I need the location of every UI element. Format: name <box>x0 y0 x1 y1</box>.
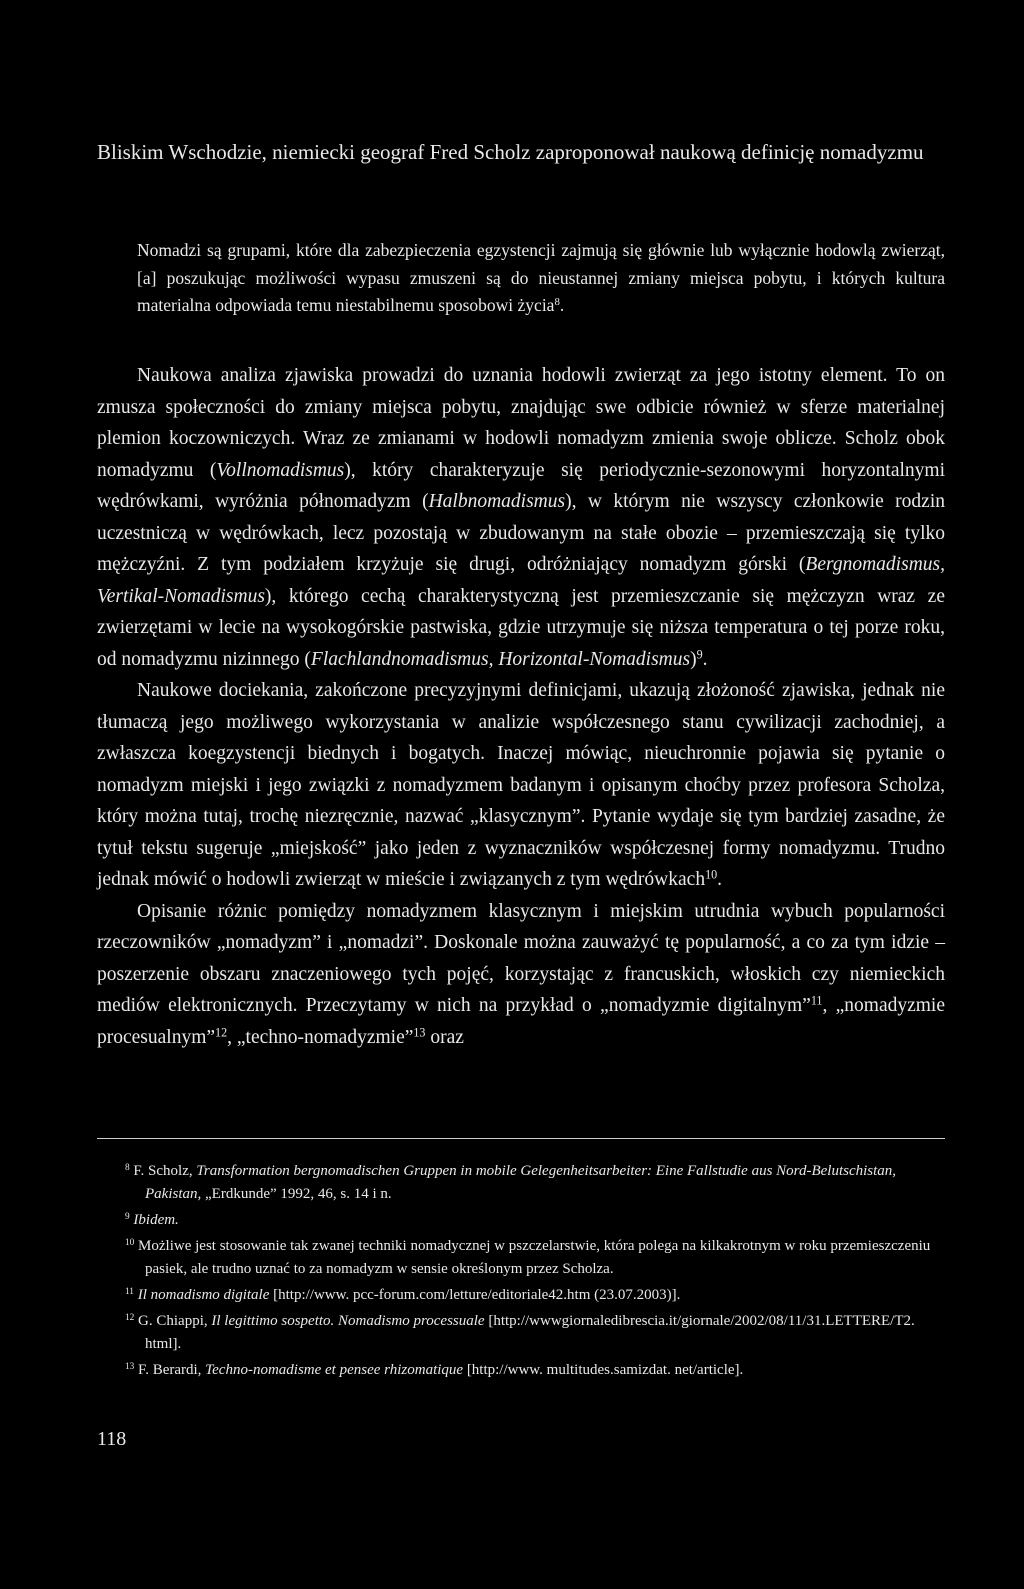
italic-term: Halbnomadismus <box>428 491 566 512</box>
footnote-text: Możliwe jest stosowanie tak zwanej techniki nomadycznej w pszczelarstwie, która polega na kilkakrotnym w roku przemieszczeniu pasiek, ale trudno uznać to za nomadyzm w sensie określonym przez Scholza. <box>138 1238 931 1277</box>
text-run: ) <box>690 648 697 670</box>
text-run: ), którego cechą charakterystyczną jest przemieszczanie się mężczyzn wraz ze zwierzętami w lecie na wysokogórskie pastwiska, gdzie utrzymuje się niższa temperatura o tej porze roku, od nomadyzmu nizinnego ( <box>97 585 945 670</box>
footnote-title: Il nomadismo digitale <box>137 1287 270 1303</box>
footnote-ref[interactable]: 11 <box>810 993 823 1008</box>
footnote-text: G. Chiappi, <box>138 1313 212 1329</box>
text-run: Opisanie różnic pomiędzy nomadyzmem klasycznym i miejskim utrudnia wybuch popularności rzeczowników „nomadyzm” i „nomadzi”. Doskonale można zauważyć tę popularność, a co za tym idzie – poszerzenie obszaru znaczeniowego tych pojęć, korzystając z francuskich, włoskich czy niemieckich mediów elektronicznych. Przeczytamy w nich na przykład o „nomadyzmie digitalnym” <box>97 900 945 1016</box>
footnote <box>97 1284 945 1307</box>
footnote-link[interactable]: [http://wwwgiornaledibrescia.it/giornale/2002/08/11/31.LETTERE/T2. html]. <box>145 1313 915 1352</box>
footnote-text: F. Berardi, <box>138 1362 206 1378</box>
footnote-text: F. Scholz, <box>133 1163 197 1179</box>
footnote <box>97 1310 945 1356</box>
footnote-number: 13 <box>125 1361 135 1372</box>
footnote <box>97 1235 945 1281</box>
footnote-ref[interactable]: 8 <box>554 296 560 309</box>
footnote-link[interactable]: [http://www. pcc-forum.com/letture/editoriale42.htm (23.07.2003)]. <box>269 1287 681 1303</box>
body-paragraph <box>97 896 945 1054</box>
footnote-ref[interactable]: 12 <box>215 1024 228 1039</box>
footnote-number: 11 <box>125 1286 134 1297</box>
footnote-number: 9 <box>125 1211 130 1222</box>
footnote-text: „Erdkunde” 1992, 46, s. 14 i n. <box>201 1186 392 1202</box>
footnote-number: 10 <box>125 1237 135 1248</box>
footnote-ref[interactable]: 10 <box>705 867 718 882</box>
italic-term: Bergnomadismus, Vertikal-Nomadismus <box>97 554 945 607</box>
footnote-link[interactable]: [http://www. multitudes.samizdat. net/article]. <box>463 1362 744 1378</box>
footnote-title: Ibidem. <box>133 1212 179 1228</box>
intro-text: Bliskim Wschodzie, niemiecki geograf Fred Scholz zaproponował naukową definicję nomadyzmu <box>97 140 924 164</box>
text-run: Naukowa analiza zjawiska prowadzi do uznania hodowli zwierząt za jego istotny element. To on zmusza społeczności do zmiany miejsca pobytu, znajdując swe odbicie również w sferze materialnej plemion koczowniczych. Wraz ze zmianami w hodowli nomadyzm zmienia swoje oblicze. Scholz obok nomadyzmu ( <box>97 365 945 481</box>
footnote-number: 12 <box>125 1312 135 1323</box>
text-run: oraz <box>425 1026 464 1048</box>
footnote-ref[interactable]: 13 <box>413 1024 426 1039</box>
italic-term: Flachlandnomadismus, Horizontal-Nomadismus <box>310 648 691 670</box>
text-run: ), w którym nie wszyscy członkowie rodzin uczestniczą w wędrówkach, lecz pozostają w zbudowanym na stałe obozie – przemieszczają się tylko mężczyźni. Z tym podziałem krzyżuje się drugi, odróżniający nomadyzm górski ( <box>97 491 945 575</box>
text-run: . <box>717 869 723 890</box>
footnote-divider <box>97 1138 945 1139</box>
footnote-ref[interactable]: 9 <box>696 646 703 661</box>
footnote-title: Techno-nomadisme et pensee rhizomatique <box>205 1362 464 1378</box>
footnote-title: Il legittimo sospetto. Nomadismo processuale <box>211 1313 485 1329</box>
italic-term: Vollnomadismus <box>216 459 345 481</box>
footnote <box>97 1359 945 1382</box>
main-text <box>97 360 945 1053</box>
block-quote <box>137 237 945 320</box>
footnote-number: 8 <box>125 1162 130 1173</box>
footnote <box>97 1209 945 1232</box>
footnotes <box>97 1160 945 1385</box>
text-run: , „nomadyzmie procesualnym” <box>97 995 945 1048</box>
quote-end: . <box>559 295 565 315</box>
body-paragraph <box>97 675 945 896</box>
intro-paragraph <box>97 138 945 166</box>
page-number: 118 <box>97 1428 127 1450</box>
text-run: . <box>702 648 708 670</box>
text-run: , „techno-nomadyzmie” <box>227 1026 414 1048</box>
text-run: Naukowe dociekania, zakończone precyzyjnymi definicjami, ukazują złożoność zjawiska, jednak nie tłumaczą jego możliwego wykorzystania w analizie współczesnego stanu cywilizacji zachodniej, a zwłaszcza koegzystencji biednych i bogatych. Inaczej mówiąc, nieuchronnie pojawia się pytanie o nomadyzm miejski i jego związki z nomadyzmem badanym i opisanym choćby przez profesora Scholza, który można tutaj, trochę niezręcznie, nazwać „klasycznym”. Pytanie wydaje się tym bardziej zasadne, że tytuł tekstu sugeruje „miejskość” jako jeden z wyznaczników współczesnej formy nomadyzmu. Trudno jednak mówić o hodowli zwierząt w mieście i związanych z tym wędrówkach <box>97 680 945 890</box>
quote-text: Nomadzi są grupami, które dla zabezpieczenia egzystencji zajmują się głównie lub wyłącznie hodowlą zwierząt, [a] poszukując możliwości wypasu zmuszeni są do nieustannej zmiany miejsca pobytu, i których kultura materialna odpowiada temu niestabilnemu sposobowi życia <box>137 240 945 315</box>
footnote-title: Transformation bergnomadischen Gruppen in mobile Gelegenheitsarbeiter: Eine Fallstudie aus Nord-Belutschistan, Pakistan, <box>145 1163 897 1202</box>
text-run: ), który charakteryzuje się periodycznie-sezonowymi horyzontalnymi wędrówkami, wyróżnia półnomadyzm ( <box>97 459 945 512</box>
footnote <box>97 1160 945 1206</box>
body-paragraph <box>97 360 945 675</box>
